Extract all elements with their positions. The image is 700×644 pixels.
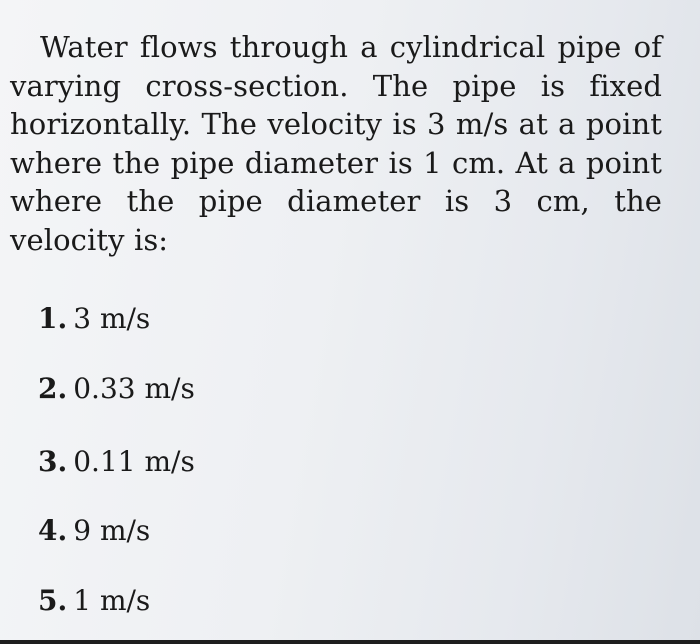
option-label: 0.33 m/s	[73, 372, 195, 405]
option-3[interactable]	[38, 445, 195, 479]
option-number: 2.	[38, 372, 68, 405]
option-number: 5.	[38, 584, 68, 617]
option-5[interactable]	[38, 584, 150, 618]
bottom-edge-bar	[0, 640, 700, 644]
option-number: 3.	[38, 445, 68, 478]
option-2[interactable]	[38, 372, 195, 406]
option-number: 4.	[38, 514, 68, 547]
option-label: 0.11 m/s	[73, 445, 195, 478]
option-1[interactable]	[38, 302, 150, 336]
option-label: 1 m/s	[73, 584, 151, 617]
option-label: 9 m/s	[73, 514, 151, 547]
option-number: 1.	[38, 302, 68, 335]
option-4[interactable]	[38, 514, 150, 548]
option-label: 3 m/s	[73, 302, 151, 335]
question-body: Water flows through a cylindrical pipe of varying cross-section. The pipe is fixed horizontally. The velocity is 3 m/s at a point where the pipe diameter is 1 cm. At a point where the pipe diameter is 3 cm, the velocity is:	[10, 30, 662, 257]
question-text	[10, 28, 662, 259]
